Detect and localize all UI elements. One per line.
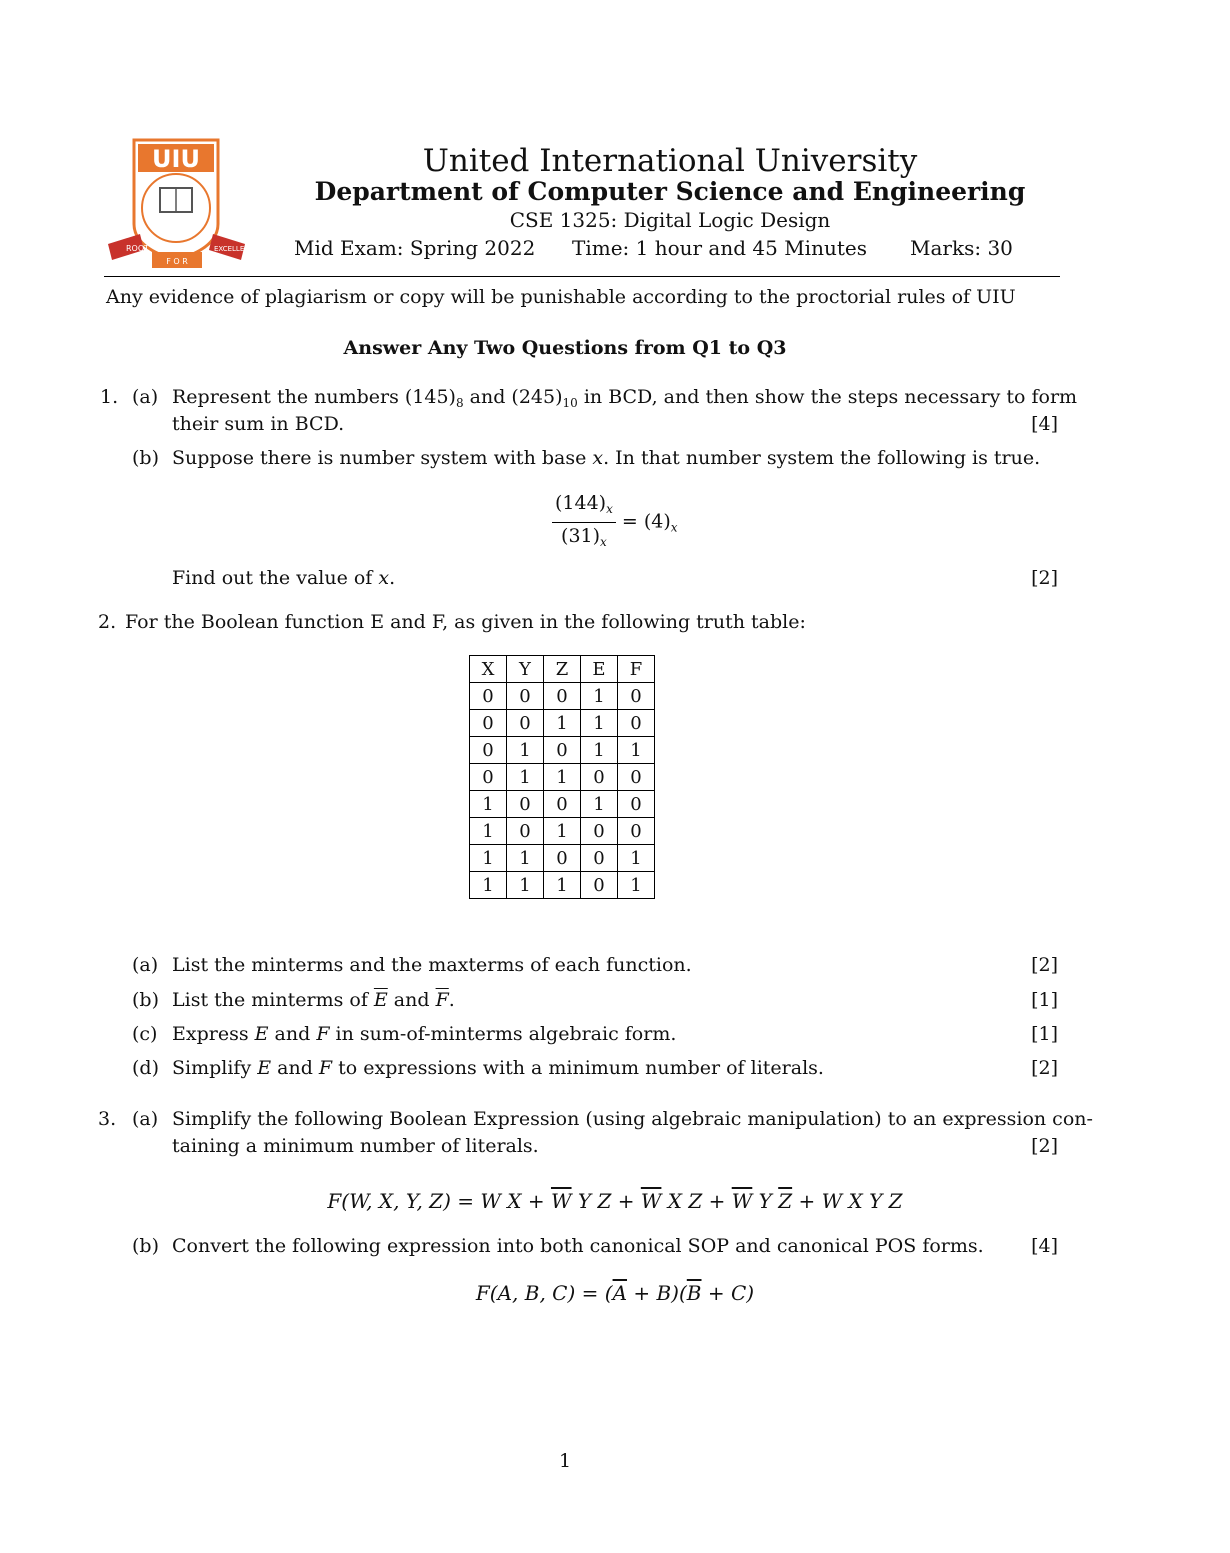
table-cell: 0 <box>507 818 544 845</box>
q3b-label: (b) <box>132 1235 159 1257</box>
logo-banner-bottom: F O R <box>166 257 188 266</box>
table-cell: 1 <box>507 737 544 764</box>
table-cell: 1 <box>544 710 581 737</box>
q2d-label: (d) <box>132 1057 159 1079</box>
table-cell: 0 <box>507 683 544 710</box>
table-cell: 1 <box>470 791 507 818</box>
table-cell: 0 <box>544 683 581 710</box>
plagiarism-notice: Any evidence of plagiarism or copy will be punishable according to the proctorial rules of UIU <box>106 286 1016 308</box>
table-cell: 0 <box>581 764 618 791</box>
table-header: X <box>470 656 507 683</box>
table-cell: 0 <box>618 818 655 845</box>
table-cell: 0 <box>544 791 581 818</box>
exam-marks: Marks: 30 <box>910 236 1013 260</box>
q1a-text: Represent the numbers $(145)_8$ and $(245)_{10}$ in BCD, and then show the steps necessary to form <box>172 386 1078 410</box>
department-name: Department of Computer Science and Engineering <box>314 177 1026 206</box>
table-cell: 0 <box>470 737 507 764</box>
q1b-equation: $\frac{(144)_x}{(31)_x}$ = $(4)_x$ <box>552 490 678 555</box>
q2b-text: List the minterms of $\overline{E}$ and $\overline{F}$. <box>172 989 455 1011</box>
q3a-text: Simplify the following Boolean Expression (using algebraic manipulation) to an expression con- <box>172 1108 1093 1130</box>
q2a-text: List the minterms and the maxterms of each function. <box>172 954 692 976</box>
table-row <box>470 791 655 818</box>
q2b-label: (b) <box>132 989 159 1011</box>
logo-acronym: UIU <box>152 145 200 173</box>
q1-number: 1. <box>100 386 119 408</box>
table-cell: 0 <box>618 683 655 710</box>
logo-banner-right: EXCELLENCE <box>214 245 259 253</box>
q1b-label: (b) <box>132 447 159 469</box>
table-cell: 0 <box>618 764 655 791</box>
table-cell: 0 <box>470 710 507 737</box>
q3a-text-line2: taining a minimum number of literals. <box>172 1135 539 1157</box>
table-cell: 0 <box>544 845 581 872</box>
table-cell: 0 <box>618 791 655 818</box>
university-logo <box>104 138 259 270</box>
table-cell: 0 <box>581 872 618 899</box>
table-row <box>470 818 655 845</box>
table-cell: 1 <box>507 764 544 791</box>
table-header: Y <box>507 656 544 683</box>
table-cell: 1 <box>544 764 581 791</box>
q2a-mark: [2] <box>1031 954 1058 976</box>
truth-table-header-row <box>470 656 655 683</box>
logo-banner-left: ROOT <box>126 244 150 253</box>
q1b-mark: [2] <box>1031 567 1058 589</box>
q3a-label: (a) <box>132 1108 159 1130</box>
table-cell: 1 <box>470 818 507 845</box>
q2c-mark: [1] <box>1031 1023 1058 1045</box>
q3b-mark: [4] <box>1031 1235 1058 1257</box>
q3b-text: Convert the following expression into both canonical SOP and canonical POS forms. <box>172 1235 984 1257</box>
university-name: United International University <box>422 143 918 179</box>
table-cell: 0 <box>470 764 507 791</box>
table-row <box>470 872 655 899</box>
table-cell: 0 <box>507 710 544 737</box>
q3a-mark: [2] <box>1031 1135 1058 1157</box>
table-cell: 0 <box>581 845 618 872</box>
q1a-text-line2: their sum in BCD. <box>172 413 345 435</box>
table-cell: 0 <box>618 710 655 737</box>
table-cell: 1 <box>544 872 581 899</box>
table-cell: 1 <box>544 818 581 845</box>
table-cell: 1 <box>470 845 507 872</box>
q2-number: 2. <box>98 611 117 633</box>
table-row <box>470 845 655 872</box>
truth-table <box>469 655 655 899</box>
table-row <box>470 737 655 764</box>
q2b-mark: [1] <box>1031 989 1058 1011</box>
exam-time: Time: 1 hour and 45 Minutes <box>572 236 867 260</box>
q2a-label: (a) <box>132 954 159 976</box>
table-header: E <box>581 656 618 683</box>
q1b-text: Suppose there is number system with base x. In that number system the following is true. <box>172 447 1041 469</box>
exam-name: Mid Exam: Spring 2022 <box>294 236 536 260</box>
q2d-text: Simplify E and F to expressions with a minimum number of literals. <box>172 1057 824 1079</box>
q2c-text: Express E and F in sum-of-minterms algebraic form. <box>172 1023 677 1045</box>
answer-instruction: Answer Any Two Questions from Q1 to Q3 <box>343 337 787 359</box>
table-header: F <box>618 656 655 683</box>
q1b-find: Find out the value of x. <box>172 567 396 589</box>
table-cell: 1 <box>618 872 655 899</box>
q1a-label: (a) <box>132 386 159 408</box>
q3a-equation: F(W, X, Y, Z) = W $X + \overline{W}$ Y $Z + \overline{W}$ X $Z + \overline{W}$ Y $\overline{Z} + W$ X Y Z <box>327 1189 903 1213</box>
q2d-mark: [2] <box>1031 1057 1058 1079</box>
table-cell: 1 <box>581 710 618 737</box>
table-cell: 1 <box>618 845 655 872</box>
header-divider <box>104 276 1060 277</box>
table-cell: 1 <box>581 737 618 764</box>
q2-text: For the Boolean function E and F, as given in the following truth table: <box>125 611 806 633</box>
table-cell: 1 <box>618 737 655 764</box>
table-row <box>470 710 655 737</box>
table-header: Z <box>544 656 581 683</box>
table-cell: 0 <box>544 737 581 764</box>
table-cell: 1 <box>581 683 618 710</box>
table-cell: 0 <box>470 683 507 710</box>
table-cell: 0 <box>581 818 618 845</box>
q2c-label: (c) <box>132 1023 158 1045</box>
q3b-equation: F(A, B, $C) = (\overline{A} + B)(\overline{B} + C)$ <box>475 1281 755 1305</box>
table-row <box>470 683 655 710</box>
q3-number: 3. <box>98 1108 117 1130</box>
table-cell: 0 <box>507 791 544 818</box>
table-row <box>470 764 655 791</box>
page-number: 1 <box>558 1450 572 1472</box>
table-cell: 1 <box>507 845 544 872</box>
table-cell: 1 <box>507 872 544 899</box>
table-cell: 1 <box>470 872 507 899</box>
course-title: CSE 1325: Digital Logic Design <box>509 208 831 232</box>
table-cell: 1 <box>581 791 618 818</box>
q1a-mark: [4] <box>1031 413 1058 435</box>
